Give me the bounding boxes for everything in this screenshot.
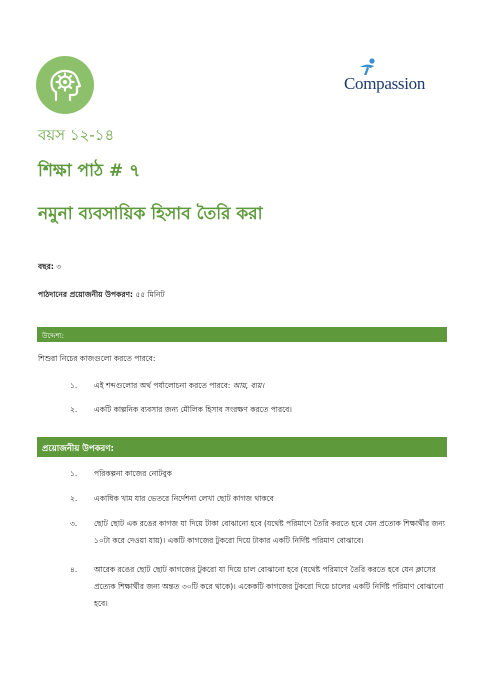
objectives-intro: শিশুরা নিচের কাজগুলো করতে পারবে: <box>38 354 156 363</box>
objective-text: একটি কাল্পনিক ব্যবসার জন্য মৌলিক হিসাব সংরক্ষণ করতে পারবে। <box>94 405 292 414</box>
year-label: বছর: <box>38 262 54 271</box>
time-line <box>38 290 165 302</box>
list-number: ১. <box>70 469 78 478</box>
list-number: ৪. <box>70 565 78 574</box>
material-text: আরেক রঙের ছোট ছোট কাগজের টুকরো যা দিয়ে চাল বোঝানো হবে (যথেষ্ট পরিমাণে তৈরি করতে হবে যেন ক্লাসের প্রত্যেক শিক্ষার্থীর জন্য অন্তত ৩০টি করে থাকে)। একেকটি কাগজের টুকরো দিয়ে চালের একটি নির্দিষ্ট পরিমাণ বোঝানো হবে। <box>94 565 444 608</box>
objectives-heading-bar <box>37 327 447 342</box>
objective-emphasis: আয়, ব্যয়। <box>232 381 265 390</box>
year-value: ৩ <box>56 262 62 271</box>
list-number: ৩. <box>70 519 78 528</box>
list-number: ১. <box>70 381 78 390</box>
age-range: বয়স ১২-১৪ <box>38 126 115 144</box>
objective-text: এই শব্দগুলোর অর্থ পর্যালোচনা করতে পারবে: <box>94 381 231 390</box>
material-text: একাধিক খাম যার ভেতরে নির্দেশনা লেখা ছোট কাগজ থাকবে <box>94 494 274 503</box>
time-label: পাঠদানের প্রয়োজনীয় উপকরণ: <box>38 290 134 299</box>
objectives-heading: উদ্দেশ্য: <box>42 332 64 340</box>
head-with-gear-icon <box>36 56 94 114</box>
year-line <box>38 262 61 274</box>
page-title: নমুনা ব্যবসায়িক হিসাব তৈরি করা <box>38 204 263 224</box>
list-number: ২. <box>70 405 78 414</box>
compassion-logo <box>344 58 454 98</box>
time-value: ৫৫ মিনিট <box>135 290 165 299</box>
material-text: পরিকল্পনা কাজের নোটবুক <box>94 469 172 478</box>
materials-heading: প্রয়োজনীয় উপকরণ: <box>42 444 114 454</box>
logo-text: Compassion <box>344 74 426 93</box>
material-text: ছোট ছোট এক রঙের কাগজ যা দিয়ে টাকা বোঝানো হবে (যথেষ্ট পরিমাণে তৈরি করতে হবে যেন প্রত্যেক শিক্ষার্থীর জন্য ১০টা করে দেওয়া যায়)। একটি কাগজের টুকরো দিয়ে টাকার একটি নির্দিষ্ট পরিমাণ বোঝাবে। <box>94 519 445 545</box>
list-number: ২. <box>70 494 78 503</box>
lesson-number: শিক্ষা পাঠ # ৭ <box>38 161 141 181</box>
materials-heading-bar <box>37 437 447 457</box>
